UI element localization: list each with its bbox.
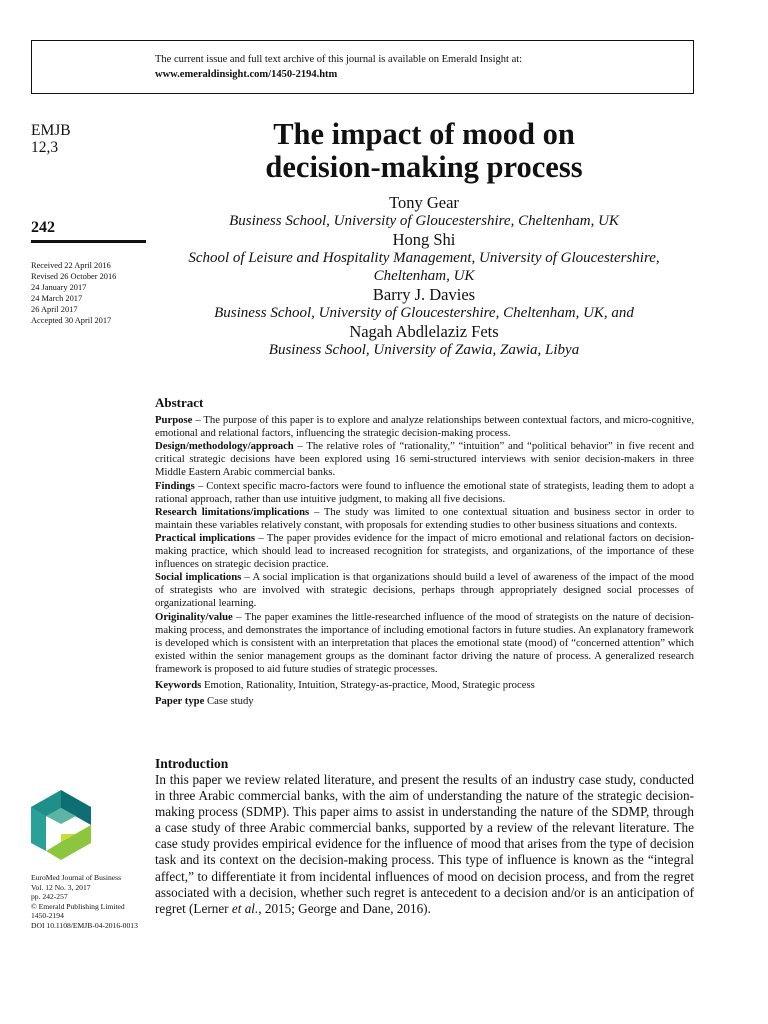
intro-text: In this paper we review related literature, and present the results of an industry case study, conducted in three Arabic commercial banks, with the aim of understanding the nature of the strategic decision-making process (SDMP). This paper aims to assist in understanding the nature of the SDMP, through a case study of three Arabic commercial banks, supported by a review of the relevant literature. The case study provides empirical evidence for the influence of mood that arises from the type of decision task and its context on the decision-making process. This type of influence is known as the “integral affect,” to differentiate it from incidental influences of mood on decision process, and from the regret associated with a decision, whether such regret is antecedent to a decision and/or is an anticipation of regret (Lerner <box>155 772 694 916</box>
section-text: – The paper provides evidence for the impact of micro emotional and relational factors on decision-making practice, which should lead to increased recognition for strategists, and organizations, of the importance of these influences on strategic decision practice. <box>155 531 694 571</box>
paper-type <box>155 695 694 708</box>
author-name: Tony Gear <box>389 193 459 212</box>
journal-volume: 12,3 <box>31 139 59 156</box>
section-label: Design/methodology/approach <box>155 440 294 453</box>
section-text: – The study was limited to one contextual situation and business sector in order to maintain these variables relatively constant, with proposals for extending studies to other business situations and contexts. <box>155 505 695 531</box>
section-label: Social implications <box>155 571 242 584</box>
abstract-section-purpose <box>155 414 694 440</box>
abstract-section-limitations <box>155 506 694 532</box>
author-affiliation: Cheltenham, UK <box>373 268 475 284</box>
section-text: – A social implication is that organizations should build a level of awareness of the impact of the mood of strategists who are involved with strategic decisions, perhaps through appropriately designed social processes of organizational learning. <box>155 571 694 610</box>
logo-facet <box>46 825 91 860</box>
citation-info <box>31 873 138 931</box>
submission-history <box>31 260 116 326</box>
journal-access-banner <box>31 40 694 94</box>
abstract-section-originality <box>155 611 694 676</box>
author-affiliation: Business School, University of Gloucestershire, Cheltenham, UK, and <box>214 305 634 321</box>
abstract-heading: Abstract <box>155 395 204 410</box>
section-text: – The purpose of this paper is to explore and analyze relationships between contextual factors, and micro-cognitive, emotional and relational factors, influencing the strategic decision-making process. <box>155 414 694 440</box>
citation-line: pp. 242-257 <box>31 892 68 902</box>
page-number-rule <box>31 240 146 243</box>
paper-type-text: Case study <box>204 695 254 708</box>
history-item: 26 April 2017 <box>31 305 78 314</box>
intro-text-end: , 2015; George and Dane, 2016). <box>258 900 431 916</box>
section-label: Research limitations/implications <box>155 505 310 518</box>
abstract-section-design <box>155 440 694 479</box>
section-text: – The paper examines the little-researched influence of the mood of strategists on the nature of decision-making process, and demonstrates the importance of including emotional factors in future studies. An explanatory framework is developed which is consistent with an interpretation that places the emotional state (mood) of “concerned attention” which existed within the senior management groups as the dominant factor driving the nature of process. A generalized research framework is proposed to aid future studies of strategic processes. <box>155 610 694 675</box>
history-item: Revised 26 October 2016 <box>31 272 117 281</box>
history-item: 24 January 2017 <box>31 283 87 292</box>
abstract-section-practical <box>155 532 694 571</box>
page-number: 242 <box>31 219 55 236</box>
article-title <box>155 118 693 184</box>
citation-line: © Emerald Publishing Limited <box>31 901 125 911</box>
keywords-label: Keywords <box>155 678 202 691</box>
introduction-heading: Introduction <box>155 756 229 771</box>
section-text: – The relative roles of “rationality,” “intuition” and “political behavior” in five recent and critical strategic decisions have been explored using 16 semi-structured interviews with senior decision-makers in three Middle Eastern Arabic commercial banks. <box>155 440 694 479</box>
journal-identifier <box>31 122 71 156</box>
paper-type-label: Paper type <box>155 695 205 708</box>
citation-line: Vol. 12 No. 3, 2017 <box>31 882 91 892</box>
abstract-section-social <box>155 571 694 610</box>
keywords-text: Emotion, Rationality, Intuition, Strategy-as-practice, Mood, Strategic process <box>201 678 535 691</box>
abstract-section-findings <box>155 480 694 506</box>
section-label: Findings <box>155 479 195 492</box>
author-name: Nagah Abdlelaziz Fets <box>349 322 499 341</box>
author-list <box>155 193 693 359</box>
abstract <box>155 396 694 708</box>
intro-etal: et al. <box>231 900 259 916</box>
citation-line: 1450-2194 <box>31 911 64 921</box>
citation-line: DOI 10.1108/EMJB-04-2016-0013 <box>31 920 138 930</box>
section-text: – Context specific macro-factors were found to influence the emotional state of strategists, leading them to adopt a rational approach, rather than use intuitive judgment, to making all five decisions. <box>155 479 694 505</box>
journal-url-link[interactable]: www.emeraldinsight.com/1450-2194.htm <box>155 69 338 80</box>
banner-text: The current issue and full text archive of this journal is available on Emerald Insight at: <box>155 54 523 65</box>
author-affiliation: Business School, University of Gloucestershire, Cheltenham, UK <box>229 213 619 229</box>
author-affiliation: Business School, University of Zawia, Zawia, Libya <box>268 342 580 358</box>
author-name: Hong Shi <box>392 230 456 249</box>
keywords <box>155 679 694 692</box>
section-label: Originality/value <box>155 610 233 623</box>
author-affiliation: School of Leisure and Hospitality Management, University of Gloucestershire, <box>188 250 660 266</box>
title-line: decision-making process <box>265 150 583 184</box>
history-item: Accepted 30 April 2017 <box>31 316 112 325</box>
author-name: Barry J. Davies <box>372 285 476 304</box>
emerald-publishing-logo-icon <box>31 790 91 860</box>
section-label: Practical implications <box>155 531 256 544</box>
citation-line: EuroMed Journal of Business <box>31 873 122 882</box>
history-item: 24 March 2017 <box>31 294 83 303</box>
history-item: Received 22 April 2016 <box>31 261 111 270</box>
introduction-paragraph <box>155 772 694 917</box>
section-label: Purpose <box>155 414 193 427</box>
introduction-section <box>155 755 694 917</box>
journal-abbr: EMJB <box>31 122 71 139</box>
title-line: The impact of mood on <box>273 117 575 151</box>
